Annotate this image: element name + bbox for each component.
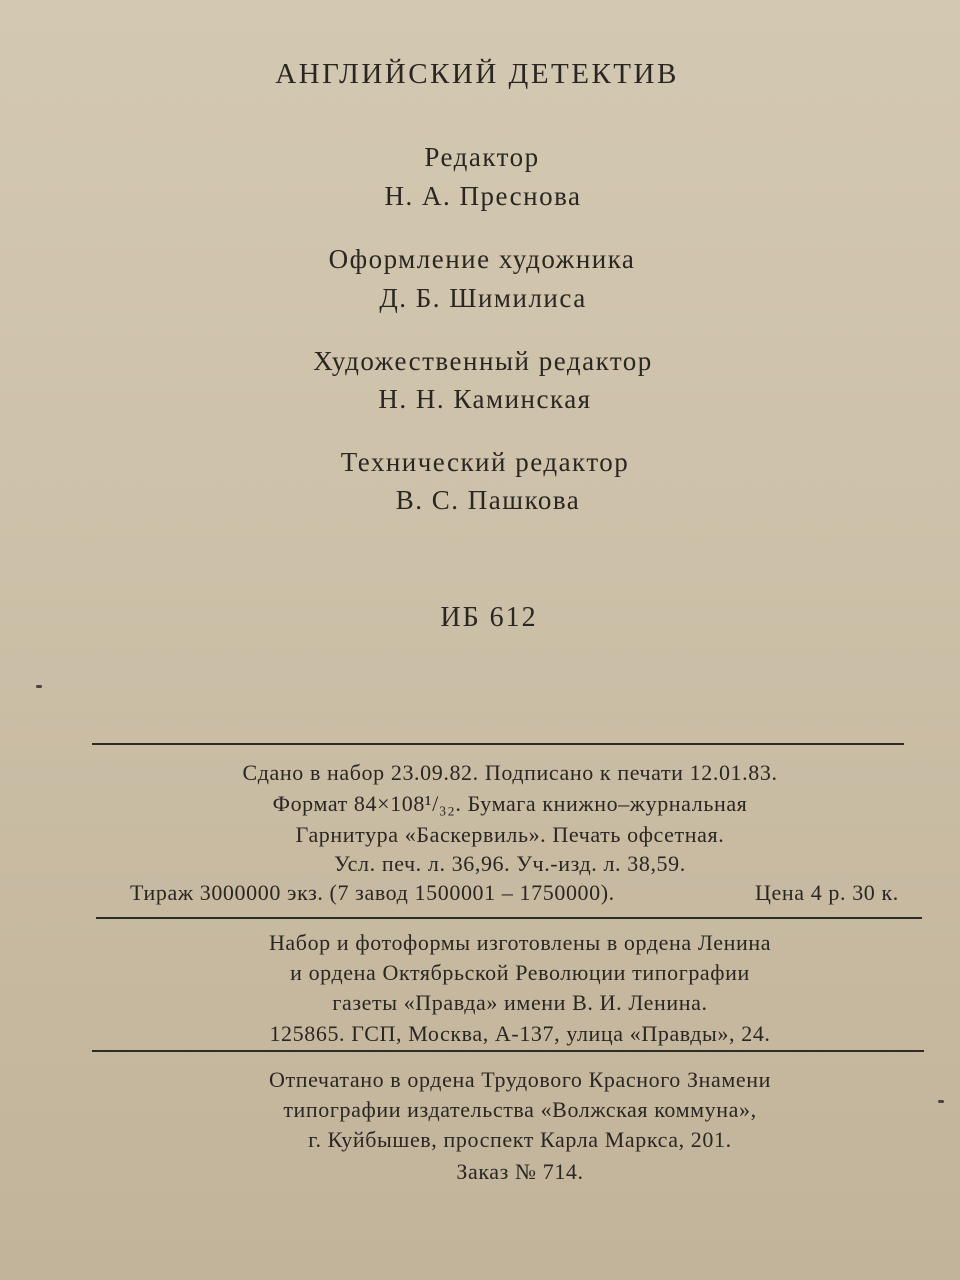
typesetting-line: Набор и фотоформы изготовлены в ордена Ленина xyxy=(268,930,772,955)
paper-speck xyxy=(938,1100,944,1103)
printer-line: г. Куйбышев, проспект Карла Маркса, 201. xyxy=(308,1127,732,1152)
art-editor-name: Н. Н. Каминская xyxy=(378,384,592,414)
print-info-line: Усл. печ. л. 36,96. Уч.-изд. л. 38,59. xyxy=(334,851,686,876)
series-title: АНГЛИЙСКИЙ ДЕТЕКТИВ xyxy=(275,58,679,90)
divider-rule xyxy=(92,1050,924,1052)
tirazh-line xyxy=(130,880,950,906)
divider-rule xyxy=(96,917,922,919)
editor-name: Н. А. Преснова xyxy=(384,181,582,211)
typesetting-line: и ордена Октябрьской Революции типографии xyxy=(290,960,750,985)
typesetting-line: газеты «Правда» имени В. И. Ленина. xyxy=(332,990,708,1015)
paper-speck xyxy=(36,685,42,688)
tech-editor-role: Технический редактор xyxy=(340,447,630,477)
printer-line: Отпечатано в ордена Трудового Красного Знамени xyxy=(269,1067,771,1092)
print-info-line: Формат 84×108¹/₃₂. Бумага книжно–журнальная xyxy=(272,791,748,816)
print-info-line: Гарнитура «Баскервиль». Печать офсетная. xyxy=(295,822,725,847)
ib-number: ИБ 612 xyxy=(440,602,538,633)
art-editor-role: Художественный редактор xyxy=(313,346,653,376)
price-text: Цена 4 р. 30 к. xyxy=(755,880,899,905)
editor-role: Редактор xyxy=(424,142,540,172)
order-number: Заказ № 714. xyxy=(456,1159,584,1184)
divider-rule xyxy=(92,743,904,745)
designer-name: Д. Б. Шимилиса xyxy=(379,283,587,313)
print-info-line: Сдано в набор 23.09.82. Подписано к печати 12.01.83. xyxy=(242,760,778,785)
tirazh-text: Тираж 3000000 экз. (7 завод 1500001 – 1750000). xyxy=(130,880,615,905)
tech-editor-name: В. С. Пашкова xyxy=(395,485,581,515)
typesetting-line: 125865. ГСП, Москва, А-137, улица «Правды», 24. xyxy=(269,1021,771,1046)
printer-line: типографии издательства «Волжская коммуна», xyxy=(283,1097,757,1122)
designer-role: Оформление художника xyxy=(328,244,636,274)
